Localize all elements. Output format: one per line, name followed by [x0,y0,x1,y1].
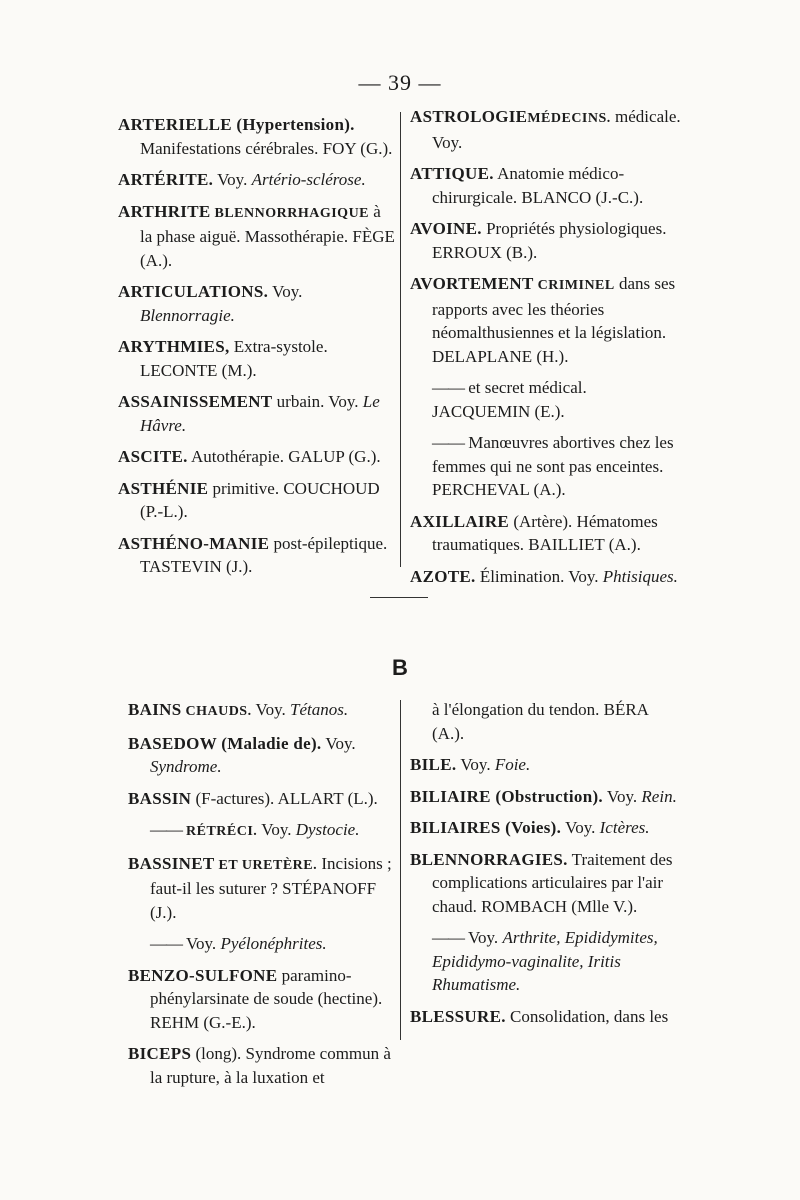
entry-text: Voy. [268,282,303,301]
entry-text: paramino-phénylarsinate de soude (hectine). REHM (G.-E.). [150,965,383,1032]
entry-reference: Dystocie. [295,820,360,839]
index-entry [128,1042,396,1089]
entry-text: Anatomie médico-chirurgicale. BLANCO (J.-C.). [432,164,644,207]
entry-text: Voy. [321,733,356,753]
entry-text: urbain. Voy. [272,392,363,411]
entry-smallcaps: BLENNORRHAGIQUE [210,205,370,221]
entry-text: et secret médical. JACQUEMIN (E.). [432,378,587,421]
index-entry [410,698,682,745]
entry-headword: ARTERIELLE (Hypertension). [118,115,355,134]
section-rule [370,597,428,598]
index-entry [118,477,396,524]
entry-headword: AVORTEMENT [410,274,534,293]
entry-smallcaps: CHAUDS. [181,704,252,719]
entry-text: médicale. Voy. [432,107,681,152]
entry-headword: AVOINE. [410,219,482,238]
entry-smallcaps: CRIMINEL [533,278,615,293]
index-entry [118,113,396,160]
entry-headword: BASSIN [128,788,192,808]
entry-headword: ARYTHMIES, [118,337,230,356]
entry-text: Manœuvres abortives chez les femmes qui ne sont pas enceintes. PERCHEVAL (A.). [432,433,674,499]
entry-reference: Artério-sclérose. [251,170,366,189]
index-entry [128,818,396,844]
index-entry [128,787,396,811]
index-entry [410,217,682,264]
entry-text: primitive. COUCHOUD (P.-L.). [140,478,380,521]
entry-reference: Tétanos. [290,700,349,719]
index-entry [410,785,682,809]
index-entry [118,168,396,192]
entry-headword: BILE. [410,755,457,774]
page-number: — 39 — [358,70,442,95]
entry-text: Voy. [213,170,252,189]
entry-text: Propriétés physiologiques. ERROUX (B.). [432,219,667,262]
index-entry [410,753,682,777]
entry-text: Voy. [561,818,600,837]
entry-reference: Blennorragie. [140,305,235,325]
index-entry [118,390,396,437]
entry-text: post-épileptique. TASTEVIN (J.). [140,533,388,576]
entry-reference: Pyélonéphrites. [220,934,327,953]
entry-headword: ASCITE. [118,447,188,466]
index-entry [128,698,396,724]
index-entry [128,932,396,956]
entry-headword: AZOTE. [410,566,476,586]
entry-headword: BASEDOW (Maladie de). [128,733,322,753]
column-divider-top [400,112,401,567]
entry-headword: ASTROLOGIE [410,107,528,126]
index-entry [410,272,682,368]
entry-text: Manifestations cérébrales. FOY (G.). [140,138,393,158]
entry-text: dans ses rapports avec les théories néomalthusiennes et la législation. DELAPLANE (H.). [432,274,676,366]
entry-dash: —— [432,378,464,397]
column-bottom-right [410,698,682,1036]
entry-headword: ATTIQUE. [410,164,494,183]
column-bottom-left [128,698,396,1097]
index-entry [118,445,396,469]
index-entry [410,431,682,502]
index-entry [128,852,396,925]
entry-smallcaps: ET URETÈRE. [214,857,318,873]
entry-text: Incisions ; faut-il les suturer ? STÉPANOFF (J.). [150,853,392,922]
entry-headword: BLENNORRAGIES. [410,849,568,869]
entry-text: à la phase aiguë. Massothérapie. FÈGE (A.). [140,201,395,270]
entry-text: Voy. [464,928,503,947]
entry-reference: Phtisiques. [602,566,678,586]
section-letter: B [392,655,408,680]
entry-continuation: à l'élongation du tendon. BÉRA (A.). [432,700,649,743]
entry-text: Consolidation, dans les [505,1006,669,1026]
entry-text: Voy. [257,820,296,839]
entry-reference: Arthrite, Epididymites, Epididymo-vaginalite, Iritis Rhumatisme. [432,928,658,994]
index-entry [410,1005,682,1029]
index-entry [410,816,682,840]
entry-reference: Le Hâvre. [140,392,380,435]
entry-reference: Rein. [641,786,677,806]
column-top-right [410,105,682,596]
entry-text: (Artère). Hématomes traumatiques. BAILLIET (A.). [432,511,658,554]
entry-reference: Ictères. [599,818,650,837]
entry-text: Autothérapie. GALUP (G.). [187,447,381,466]
entry-dash: —— [432,928,464,947]
entry-headword: BLESSURE. [410,1006,506,1026]
entry-text: Voy. [602,786,642,806]
index-entry [410,510,682,557]
entry-headword: ASTHÉNO-MANIE [118,533,270,553]
index-entry [118,532,396,579]
entry-headword: BASSINET [128,853,215,873]
entry-text: Élimination. Voy. [475,566,603,586]
entry-text: Voy. [456,755,495,774]
entry-reference: Syndrome. [150,757,222,776]
entry-headword: BENZO-SULFONE [128,965,278,985]
index-entry [118,335,396,382]
entry-dash: —— [432,433,464,452]
index-entry [128,732,396,779]
entry-headword: AXILLAIRE [410,511,510,531]
entry-dash: —— [150,934,182,953]
entry-headword: ASSAINISSEMENT [118,392,273,411]
index-entry [128,964,396,1035]
entry-text: (long). Syndrome commun à la rupture, à la luxation et [150,1044,391,1087]
entry-headword: BAINS [128,700,182,719]
index-entry [118,200,396,273]
index-entry [410,565,682,589]
entry-text: Extra-systole. LECONTE (M.). [140,337,328,380]
entry-headword: ARTÉRITE. [118,170,214,189]
entry-smallcaps: RÉTRÉCI. [182,824,258,839]
entry-headword: BILIAIRES (Voies). [410,818,562,837]
entry-text: Voy. [251,700,291,719]
index-entry [410,848,682,919]
index-entry [118,280,396,327]
entry-text: Traitement des complications articulaires par l'air chaud. ROMBACH (Mlle V.). [432,849,673,916]
entry-headword: ASTHÉNIE [118,478,209,498]
entry-headword: ARTHRITE [118,201,211,221]
entry-headword: BILIAIRE (Obstruction). [410,786,603,806]
index-entry [410,376,682,423]
entry-headword: ARTICULATIONS. [118,282,269,301]
entry-text: Voy. [182,934,221,953]
index-entry [410,162,682,209]
column-top-left [118,113,396,587]
index-entry [410,926,682,997]
index-entry [410,105,682,154]
entry-dash: —— [150,820,182,839]
entry-smallcaps: MÉDECINS. [527,111,611,126]
column-divider-bottom [400,700,401,1040]
entry-text: (F-actures). ALLART (L.). [191,788,378,808]
entry-headword: BICEPS [128,1044,192,1063]
entry-reference: Foie. [494,755,531,774]
